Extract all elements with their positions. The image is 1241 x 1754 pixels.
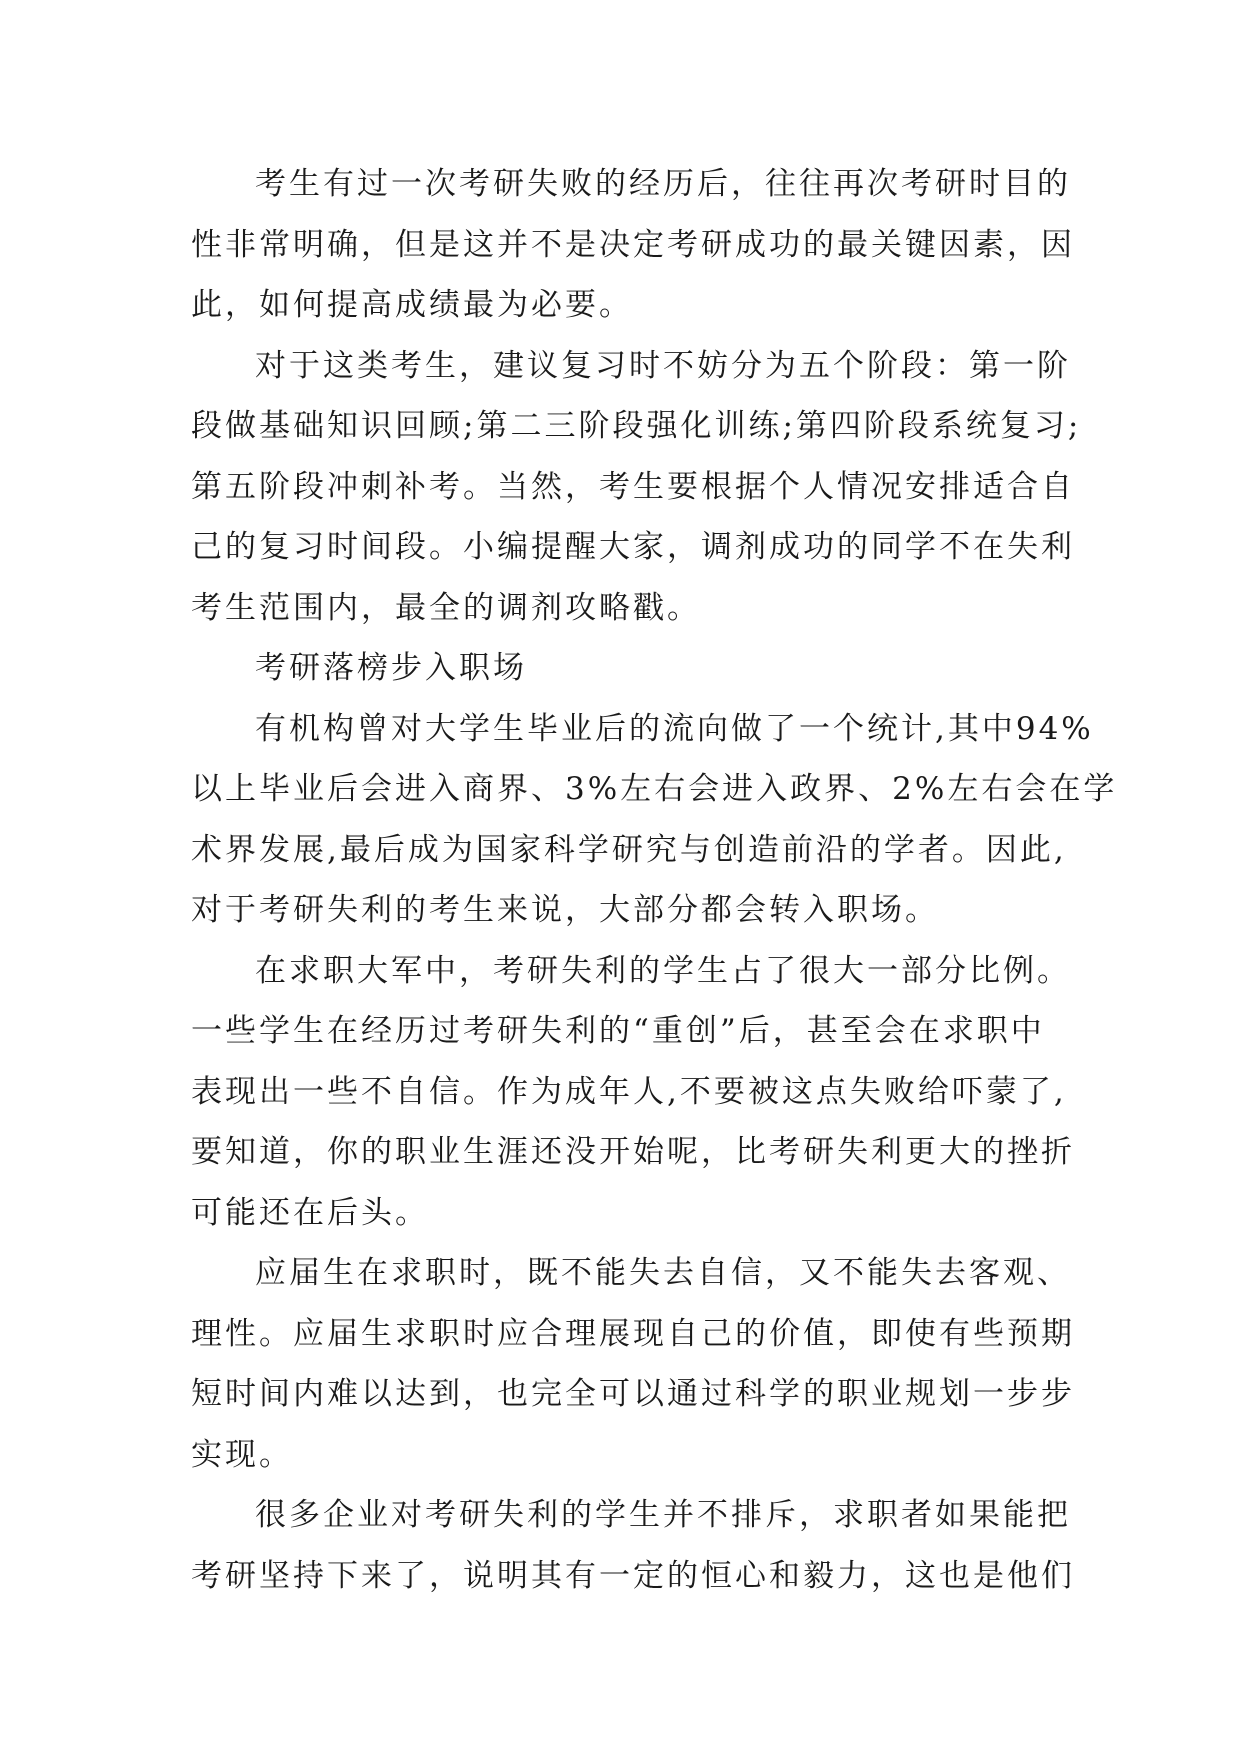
- text-line: 考研落榜步入职场: [255, 650, 527, 686]
- text-line: 以上毕业后会进入商界、3%左右会进入政界、2%左右会在学: [191, 771, 1118, 807]
- text-line: 己的复习时间段。小编提醒大家，调剂成功的同学不在失利: [191, 529, 1075, 565]
- text-line: 实现。: [191, 1436, 293, 1473]
- text-line: 此，如何提高成绩最为必要。: [191, 287, 633, 323]
- text-line: 考生有过一次考研失败的经历后，往往再次考研时目的: [255, 166, 1071, 202]
- text-line: 一些学生在经历过考研失利的“重创”后，甚至会在求职中: [191, 1013, 1045, 1049]
- text-line: 有机构曾对大学生毕业后的流向做了一个统计,其中94%: [255, 710, 1094, 747]
- text-line: 性非常明确，但是这并不是决定考研成功的最关键因素，因: [191, 226, 1075, 263]
- text-line: 对于这类考生，建议复习时不妨分为五个阶段：第一阶: [255, 347, 1071, 384]
- text-line: 术界发展,最后成为国家科学研究与创造前沿的学者。因此,: [191, 831, 1067, 868]
- text-line: 短时间内难以达到，也完全可以通过科学的职业规划一步步: [191, 1376, 1075, 1412]
- text-line: 要知道，你的职业生涯还没开始呢，比考研失利更大的挫折: [191, 1134, 1075, 1170]
- text-line: 理性。应届生求职时应合理展现自己的价值，即使有些预期: [191, 1315, 1075, 1352]
- text-line: 在求职大军中，考研失利的学生占了很大一部分比例。: [255, 952, 1071, 989]
- text-line: 表现出一些不自信。作为成年人,不要被这点失败给吓蒙了,: [191, 1073, 1067, 1110]
- text-line: 考研坚持下来了，说明其有一定的恒心和毅力，这也是他们: [191, 1557, 1075, 1594]
- text-line: 段做基础知识回顾;第二三阶段强化训练;第四阶段系统复习;: [191, 408, 1082, 444]
- text-line: 可能还在后头。: [191, 1194, 429, 1231]
- document-body: [191, 154, 1118, 1606]
- text-line: 第五阶段冲刺补考。当然，考生要根据个人情况安排适合自: [191, 468, 1075, 505]
- text-line: 很多企业对考研失利的学生并不排斥，求职者如果能把: [255, 1497, 1071, 1533]
- text-line: 对于考研失利的考生来说，大部分都会转入职场。: [191, 892, 939, 928]
- text-line: 应届生在求职时，既不能失去自信，又不能失去客观、: [255, 1255, 1071, 1291]
- text-line: 考生范围内，最全的调剂攻略戳。: [191, 589, 701, 626]
